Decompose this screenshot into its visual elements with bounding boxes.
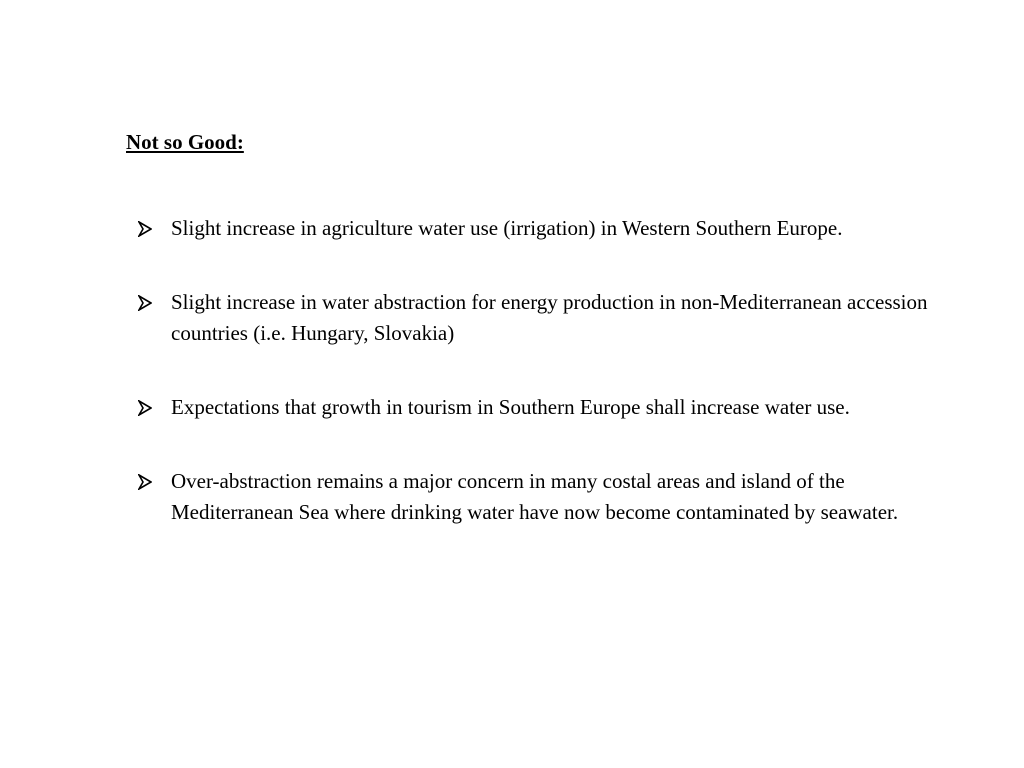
bullet-text: Slight increase in agriculture water use (irrigation) in Western Southern Europe. xyxy=(171,216,843,240)
bullet-item xyxy=(138,213,938,244)
bullet-item xyxy=(138,392,938,423)
arrowhead-bullet-icon xyxy=(138,213,158,244)
bullet-item xyxy=(138,287,938,349)
arrowhead-bullet-icon xyxy=(138,392,158,423)
bullet-text: Expectations that growth in tourism in Southern Europe shall increase water use. xyxy=(171,395,850,419)
arrowhead-bullet-icon xyxy=(138,287,158,318)
bullet-text: Over-abstraction remains a major concern in many costal areas and island of the Mediterranean Sea where drinking water have now become contaminated by seawater. xyxy=(171,469,899,524)
arrowhead-bullet-icon xyxy=(138,466,158,497)
bullet-list xyxy=(138,213,938,571)
bullet-item xyxy=(138,466,938,528)
section-heading: Not so Good: xyxy=(126,130,244,154)
bullet-text: Slight increase in water abstraction for energy production in non-Mediterranean accession countries (i.e. Hungary, Slovakia) xyxy=(171,290,928,345)
